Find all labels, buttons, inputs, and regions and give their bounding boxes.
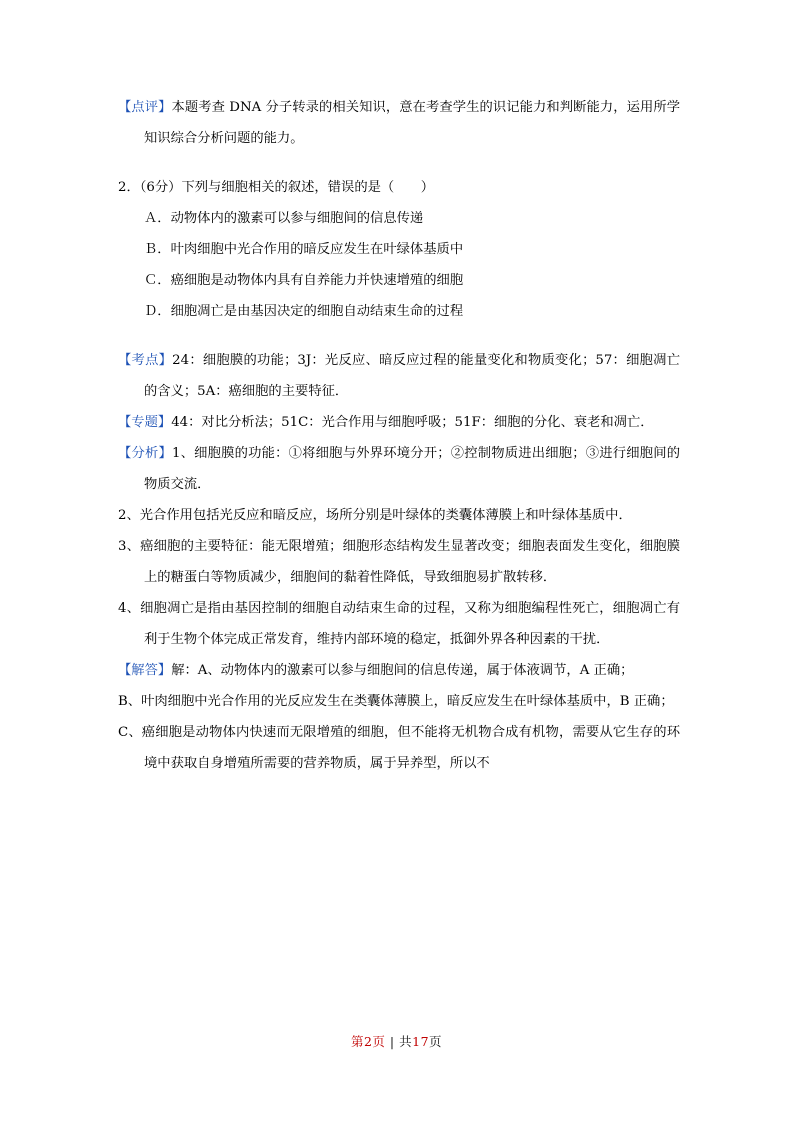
- footer-page-prefix: 第: [350, 1034, 364, 1049]
- option-a: Ａ．动物体内的激素可以参与细胞间的信息传递: [144, 211, 424, 226]
- footer-total-number: 17: [412, 1034, 430, 1049]
- footer-page-unit: 页: [372, 1034, 386, 1049]
- kaodian-text: 24：细胞膜的功能；3J：光反应、暗反应过程的能量变化和物质变化；57：细胞凋亡的含义；5A：癌细胞的主要特征．: [144, 353, 681, 399]
- jieda-item-b: B、叶肉细胞中光合作用的光反应发生在类囊体薄膜上，暗反应发生在叶绿体基质中，B 正确；: [118, 694, 674, 709]
- footer-page-number: 2: [363, 1034, 373, 1049]
- jieda-text: 解：A、动物体内的激素可以参与细胞间的信息传递，属于体液调节，A 正确；: [171, 663, 634, 678]
- fenxi-item-2: 2、光合作用包括光反应和暗反应，场所分别是叶绿体的类囊体薄膜上和叶绿体基质中．: [118, 508, 632, 523]
- fenxi-text: 1、细胞膜的功能：①将细胞与外界环境分开；②控制物质进出细胞；③进行细胞间的物质交流．: [144, 446, 681, 492]
- comment-paragraph: [118, 92, 680, 154]
- footer-total-prefix: 共: [399, 1034, 413, 1049]
- comment-tag: 【点评】: [118, 100, 172, 115]
- jieda-paragraph: [118, 655, 680, 686]
- zhuanti-tag: 【专题】: [118, 415, 172, 430]
- option-d: Ｄ．细胞凋亡是由基因决定的细胞自动结束生命的过程: [144, 304, 464, 319]
- fenxi-item-4: 4、细胞凋亡是指由基因控制的细胞自动结束生命的过程，又称为细胞编程性死亡，细胞凋亡有利于生物个体完成正常发育，维持内部环境的稳定，抵御外界各种因素的干扰．: [118, 601, 680, 647]
- zhuanti-text: 44：对比分析法；51C：光合作用与细胞呼吸；51F：细胞的分化、衰老和凋亡．: [171, 415, 654, 430]
- option-b: Ｂ．叶肉细胞中光合作用的暗反应发生在叶绿体基质中: [144, 242, 464, 257]
- page-footer: [0, 1032, 793, 1050]
- spacer: [118, 327, 680, 345]
- option-c: Ｃ．癌细胞是动物体内具有自养能力并快速增殖的细胞: [144, 273, 464, 288]
- fenxi-tag: 【分析】: [118, 446, 173, 461]
- spacer: [118, 154, 680, 172]
- footer-total-unit: 页: [429, 1034, 443, 1049]
- zhuanti-paragraph: [118, 407, 680, 438]
- jieda-item-c: C、癌细胞是动物体内快速而无限增殖的细胞，但不能将无机物合成有机物，需要从它生存的环境中获取自身增殖所需要的营养物质，属于异养型，所以不: [118, 725, 680, 771]
- comment-text: 本题考查 DNA 分子转录的相关知识，意在考查学生的识记能力和判断能力，运用所学知识综合分析问题的能力。: [144, 100, 680, 146]
- fenxi-item-3: 3、癌细胞的主要特征：能无限增殖；细胞形态结构发生显著改变；细胞表面发生变化，细胞膜上的糖蛋白等物质减少，细胞间的黏着性降低，导致细胞易扩散转移．: [118, 539, 680, 585]
- jieda-tag: 【解答】: [118, 663, 172, 678]
- fenxi-paragraph: [118, 438, 680, 500]
- question-number: 2．（6分）下列与细胞相关的叙述，错误的是（ ）: [118, 180, 435, 195]
- footer-separator: |: [389, 1034, 395, 1049]
- kaodian-paragraph: [118, 345, 680, 407]
- document-body: [118, 92, 680, 779]
- kaodian-tag: 【考点】: [118, 353, 173, 368]
